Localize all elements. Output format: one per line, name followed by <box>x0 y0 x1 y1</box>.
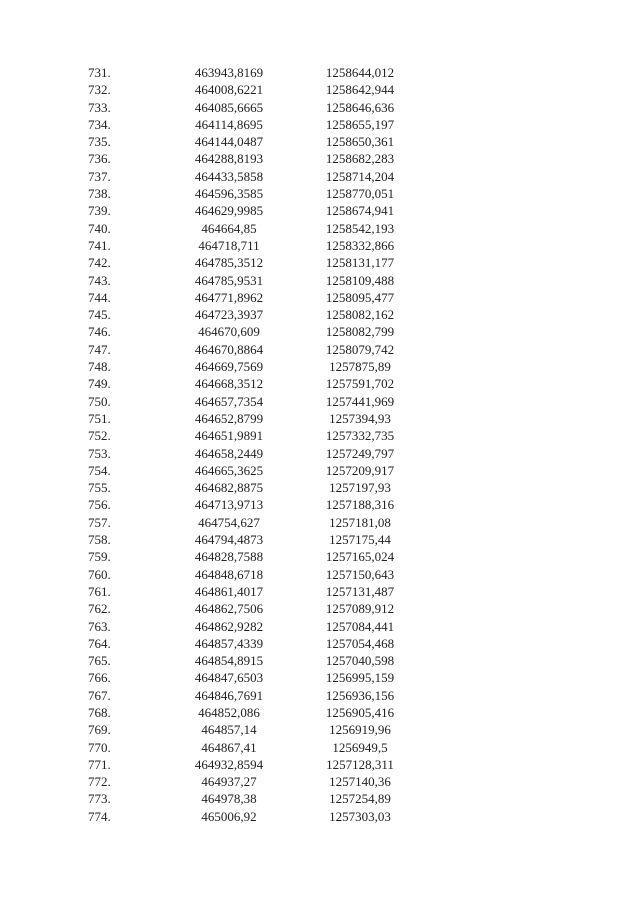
point-number-cell: 763. <box>88 618 111 634</box>
y-coordinate-cell: 1257054,468 <box>325 635 395 651</box>
point-number-cell: 743. <box>88 272 111 288</box>
point-number-cell: 760. <box>88 566 111 582</box>
x-coordinate-cell: 464629,9985 <box>194 203 264 219</box>
table-row <box>0 669 640 686</box>
x-coordinate-cell: 464144,0487 <box>194 134 264 150</box>
x-coordinate-cell: 464288,8193 <box>194 151 264 167</box>
x-coordinate-cell: 464651,9891 <box>194 428 264 444</box>
table-row <box>0 600 640 617</box>
point-number-cell: 753. <box>88 445 111 461</box>
x-coordinate-cell: 464794,4873 <box>194 532 264 548</box>
x-coordinate-cell: 464862,7506 <box>194 601 264 617</box>
y-coordinate-cell: 1257131,487 <box>325 583 395 599</box>
point-number-cell: 745. <box>88 307 111 323</box>
y-coordinate-cell: 1257089,912 <box>325 601 395 617</box>
table-row <box>0 704 640 721</box>
table-row <box>0 773 640 790</box>
table-row <box>0 133 640 150</box>
table-row <box>0 548 640 565</box>
y-coordinate-cell: 1257040,598 <box>325 653 395 669</box>
point-number-cell: 762. <box>88 601 111 617</box>
table-row <box>0 237 640 254</box>
y-coordinate-cell: 1258082,799 <box>325 324 395 340</box>
x-coordinate-cell: 464657,7354 <box>194 393 264 409</box>
y-coordinate-cell: 1258650,361 <box>325 134 395 150</box>
x-coordinate-cell: 464857,4339 <box>194 635 264 651</box>
y-coordinate-cell: 1257188,316 <box>325 497 395 513</box>
table-row <box>0 790 640 807</box>
table-row <box>0 514 640 531</box>
y-coordinate-cell: 1257254,89 <box>329 791 391 807</box>
x-coordinate-cell: 464713,9713 <box>194 497 264 513</box>
point-number-cell: 734. <box>88 116 111 132</box>
point-number-cell: 739. <box>88 203 111 219</box>
table-row <box>0 496 640 513</box>
x-coordinate-cell: 464682,8875 <box>194 480 264 496</box>
x-coordinate-cell: 464771,8962 <box>194 289 264 305</box>
y-coordinate-cell: 1257140,36 <box>329 774 391 790</box>
point-number-cell: 755. <box>88 480 111 496</box>
x-coordinate-cell: 464862,9282 <box>194 618 264 634</box>
point-number-cell: 761. <box>88 583 111 599</box>
y-coordinate-cell: 1258655,197 <box>325 116 395 132</box>
y-coordinate-cell: 1257084,441 <box>325 618 395 634</box>
table-row <box>0 168 640 185</box>
x-coordinate-cell: 464847,6503 <box>194 670 264 686</box>
x-coordinate-cell: 464658,2449 <box>194 445 264 461</box>
table-row <box>0 427 640 444</box>
point-number-cell: 738. <box>88 186 111 202</box>
point-number-cell: 744. <box>88 289 111 305</box>
point-number-cell: 759. <box>88 549 111 565</box>
point-number-cell: 742. <box>88 255 111 271</box>
x-coordinate-cell: 464668,3512 <box>194 376 264 392</box>
table-row <box>0 756 640 773</box>
table-row <box>0 445 640 462</box>
y-coordinate-cell: 1257303,03 <box>329 808 391 824</box>
y-coordinate-cell: 1257591,702 <box>325 376 395 392</box>
y-coordinate-cell: 1258642,944 <box>325 82 395 98</box>
y-coordinate-cell: 1258082,162 <box>325 307 395 323</box>
y-coordinate-cell: 1258079,742 <box>325 341 395 357</box>
y-coordinate-cell: 1258770,051 <box>325 186 395 202</box>
x-coordinate-cell: 464670,8864 <box>194 341 264 357</box>
x-coordinate-cell: 464754,627 <box>198 514 260 530</box>
table-row <box>0 375 640 392</box>
point-number-cell: 749. <box>88 376 111 392</box>
point-number-cell: 748. <box>88 359 111 375</box>
y-coordinate-cell: 1258131,177 <box>325 255 395 271</box>
y-coordinate-cell: 1257249,797 <box>325 445 395 461</box>
x-coordinate-cell: 464848,6718 <box>194 566 264 582</box>
x-coordinate-cell: 464785,3512 <box>194 255 264 271</box>
table-row <box>0 64 640 81</box>
point-number-cell: 736. <box>88 151 111 167</box>
x-coordinate-cell: 464665,3625 <box>194 462 264 478</box>
point-number-cell: 767. <box>88 687 111 703</box>
y-coordinate-cell: 1257181,08 <box>329 514 391 530</box>
x-coordinate-cell: 464861,4017 <box>194 583 264 599</box>
point-number-cell: 774. <box>88 808 111 824</box>
x-coordinate-cell: 463943,8169 <box>194 65 264 80</box>
x-coordinate-cell: 464857,14 <box>201 722 257 738</box>
x-coordinate-cell: 464718,711 <box>198 237 260 253</box>
point-number-cell: 740. <box>88 220 111 236</box>
y-coordinate-cell: 1258109,488 <box>325 272 395 288</box>
x-coordinate-cell: 464852,086 <box>198 704 260 720</box>
y-coordinate-cell: 1258674,941 <box>325 203 395 219</box>
table-row <box>0 462 640 479</box>
x-coordinate-cell: 464664,85 <box>201 220 257 236</box>
point-number-cell: 735. <box>88 134 111 150</box>
y-coordinate-cell: 1258714,204 <box>325 168 395 184</box>
y-coordinate-cell: 1258542,193 <box>325 220 395 236</box>
y-coordinate-cell: 1256905,416 <box>325 704 395 720</box>
x-coordinate-cell: 464785,9531 <box>194 272 264 288</box>
x-coordinate-cell: 464670,609 <box>198 324 260 340</box>
point-number-cell: 765. <box>88 653 111 669</box>
point-number-cell: 741. <box>88 237 111 253</box>
point-number-cell: 770. <box>88 739 111 755</box>
point-number-cell: 769. <box>88 722 111 738</box>
point-number-cell: 752. <box>88 428 111 444</box>
table-row <box>0 220 640 237</box>
table-row <box>0 272 640 289</box>
x-coordinate-cell: 465006,92 <box>201 808 257 824</box>
point-number-cell: 773. <box>88 791 111 807</box>
x-coordinate-cell: 464828,7588 <box>194 549 264 565</box>
table-row <box>0 254 640 271</box>
x-coordinate-cell: 464669,7569 <box>194 359 264 375</box>
y-coordinate-cell: 1257197,93 <box>329 480 391 496</box>
point-number-cell: 754. <box>88 462 111 478</box>
table-row <box>0 739 640 756</box>
y-coordinate-cell: 1258644,012 <box>325 65 395 80</box>
table-row <box>0 202 640 219</box>
point-number-cell: 751. <box>88 410 111 426</box>
table-row <box>0 721 640 738</box>
table-row <box>0 531 640 548</box>
table-row <box>0 306 640 323</box>
y-coordinate-cell: 1257165,024 <box>325 549 395 565</box>
table-row <box>0 583 640 600</box>
point-number-cell: 733. <box>88 99 111 115</box>
table-row <box>0 652 640 669</box>
y-coordinate-cell: 1257175,44 <box>329 532 391 548</box>
point-number-cell: 758. <box>88 532 111 548</box>
x-coordinate-cell: 464854,8915 <box>194 653 264 669</box>
x-coordinate-cell: 464937,27 <box>201 774 257 790</box>
point-number-cell: 732. <box>88 82 111 98</box>
point-number-cell: 766. <box>88 670 111 686</box>
table-row <box>0 99 640 116</box>
y-coordinate-cell: 1258646,636 <box>325 99 395 115</box>
table-row <box>0 635 640 652</box>
table-row <box>0 323 640 340</box>
x-coordinate-cell: 464114,8695 <box>195 116 263 132</box>
table-row <box>0 410 640 427</box>
x-coordinate-cell: 464978,38 <box>201 791 257 807</box>
table-row <box>0 618 640 635</box>
table-row <box>0 341 640 358</box>
table-row <box>0 393 640 410</box>
y-coordinate-cell: 1257875,89 <box>329 359 391 375</box>
table-row <box>0 289 640 306</box>
x-coordinate-cell: 464596,3585 <box>194 186 264 202</box>
x-coordinate-cell: 464723,3937 <box>194 307 264 323</box>
point-number-cell: 757. <box>88 514 111 530</box>
table-row <box>0 116 640 133</box>
y-coordinate-cell: 1256949,5 <box>332 739 388 755</box>
x-coordinate-cell: 464932,8594 <box>194 756 264 772</box>
x-coordinate-cell: 464008,6221 <box>194 82 264 98</box>
x-coordinate-cell: 464085,6665 <box>194 99 264 115</box>
table-row <box>0 808 640 825</box>
point-number-cell: 746. <box>88 324 111 340</box>
y-coordinate-cell: 1258332,866 <box>325 237 395 253</box>
point-number-cell: 737. <box>88 168 111 184</box>
point-number-cell: 750. <box>88 393 111 409</box>
y-coordinate-cell: 1257332,735 <box>325 428 395 444</box>
point-number-cell: 756. <box>88 497 111 513</box>
table-row <box>0 358 640 375</box>
y-coordinate-cell: 1258682,283 <box>325 151 395 167</box>
y-coordinate-cell: 1257150,643 <box>325 566 395 582</box>
point-number-cell: 768. <box>88 704 111 720</box>
point-number-cell: 764. <box>88 635 111 651</box>
y-coordinate-cell: 1257209,917 <box>325 462 395 478</box>
y-coordinate-cell: 1256936,156 <box>325 687 395 703</box>
y-coordinate-cell: 1258095,477 <box>325 289 395 305</box>
coordinate-table <box>0 64 640 825</box>
y-coordinate-cell: 1257394,93 <box>329 410 391 426</box>
x-coordinate-cell: 464867,41 <box>201 739 257 755</box>
point-number-cell: 771. <box>88 756 111 772</box>
point-number-cell: 731. <box>88 65 111 80</box>
table-row <box>0 687 640 704</box>
x-coordinate-cell: 464846,7691 <box>194 687 264 703</box>
table-row <box>0 150 640 167</box>
point-number-cell: 747. <box>88 341 111 357</box>
y-coordinate-cell: 1257128,311 <box>326 756 394 772</box>
y-coordinate-cell: 1256995,159 <box>325 670 395 686</box>
table-row <box>0 81 640 98</box>
y-coordinate-cell: 1257441,969 <box>325 393 395 409</box>
x-coordinate-cell: 464433,5858 <box>194 168 264 184</box>
table-row <box>0 566 640 583</box>
point-number-cell: 772. <box>88 774 111 790</box>
table-row <box>0 185 640 202</box>
table-row <box>0 479 640 496</box>
y-coordinate-cell: 1256919,96 <box>329 722 391 738</box>
x-coordinate-cell: 464652,8799 <box>194 410 264 426</box>
